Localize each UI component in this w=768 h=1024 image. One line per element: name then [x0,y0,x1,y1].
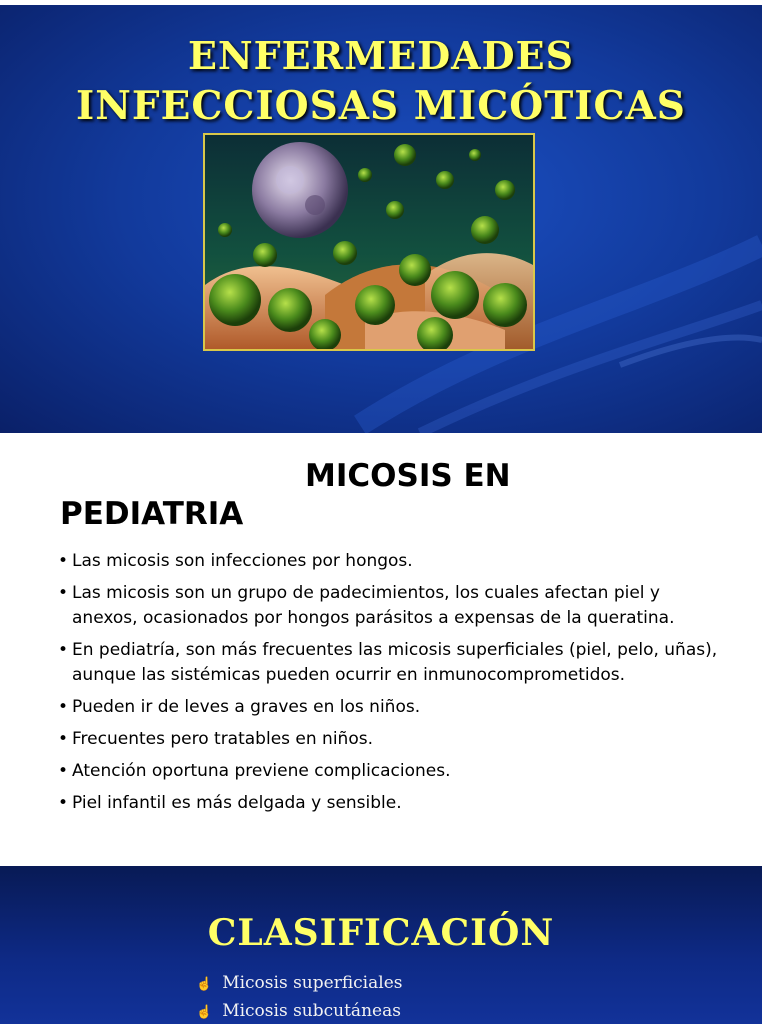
slide-title: CLASIFICACIÓN [207,912,555,954]
heading-line1: MICOSIS EN [305,458,511,494]
classification-list [196,970,402,1024]
bullet-text: Pueden ir de leves a graves en los niños. [72,697,421,717]
slide-title [0,5,762,433]
bullet-list [58,549,718,823]
bullet-dot-icon: • [58,793,69,813]
list-item [58,581,718,631]
list-item-label: Micosis superficiales [222,973,403,993]
bullet-text: En pediatría, son más frecuentes las micosis superficiales (piel, pelo, uñas), aunque las sistémicas pueden ocurrir en inmunocomprometidos. [72,640,718,685]
slide-title-line1: ENFERMEDADES [187,33,575,78]
list-item [196,970,402,998]
hand-pointer-icon: ☝ [196,977,213,992]
heading-line2: PEDIATRIA [60,496,244,532]
hand-pointer-icon: ☝ [196,1005,213,1020]
list-item [58,638,718,688]
list-item [58,759,718,784]
bullet-dot-icon: • [58,697,69,717]
fungi-illustration [203,133,535,351]
bullet-text: Frecuentes pero tratables en niños. [72,729,373,749]
slide-title-line2: INFECCIOSAS MICÓTICAS [76,83,686,129]
list-item [58,695,718,720]
bullet-text: Atención oportuna previene complicaciones. [72,761,451,781]
slide-micosis-pediatria [0,433,762,863]
list-item [58,791,718,816]
list-item [196,998,402,1024]
bullet-dot-icon: • [58,640,69,660]
bullet-dot-icon: • [58,551,69,571]
bullet-dot-icon: • [58,729,69,749]
bullet-text: Las micosis son infecciones por hongos. [72,551,413,571]
bullet-text: Piel infantil es más delgada y sensible. [72,793,402,813]
list-item [58,549,718,574]
bullet-dot-icon: • [58,583,69,603]
slide-clasificacion [0,866,762,1024]
bullet-dot-icon: • [58,761,69,781]
bullet-text: Las micosis son un grupo de padecimientos, los cuales afectan piel y anexos, ocasionados por hongos parásitos a expensas de la queratina. [72,583,675,628]
list-item [58,727,718,752]
list-item-label: Micosis subcutáneas [222,1001,401,1021]
